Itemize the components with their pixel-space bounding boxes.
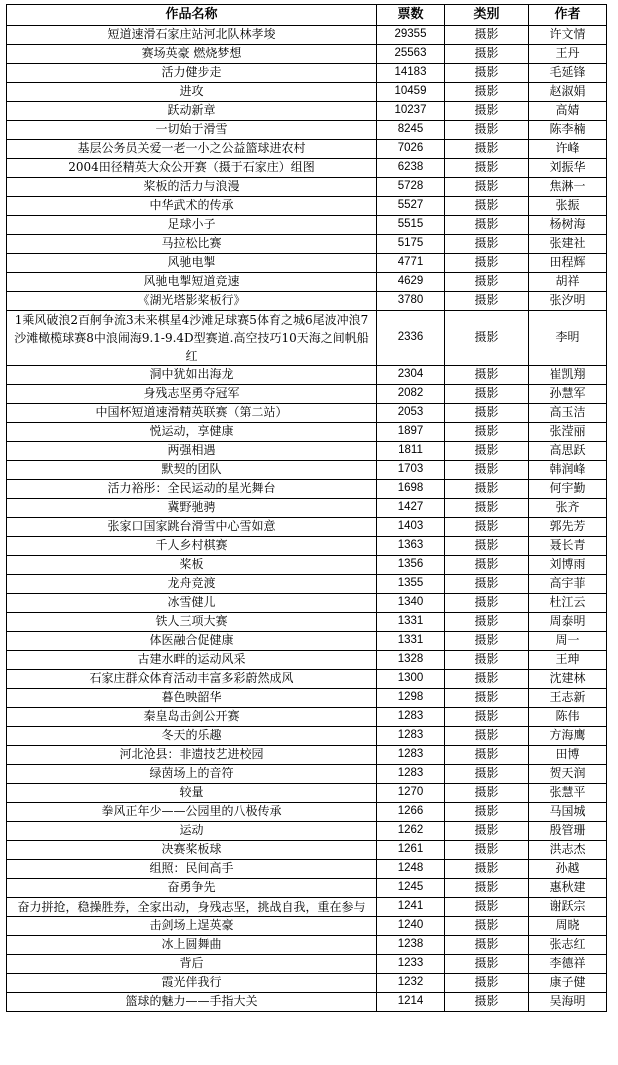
table-row [7, 178, 607, 197]
cell-author: 赵淑娟 [529, 83, 607, 102]
table-row [7, 841, 607, 860]
cell-title: 短道速滑石家庄站河北队林孝埈 [7, 26, 377, 45]
table-row [7, 879, 607, 898]
cell-votes: 1270 [377, 784, 445, 803]
cell-title: 千人乡村棋赛 [7, 537, 377, 556]
cell-category: 摄影 [445, 64, 529, 83]
cell-category: 摄影 [445, 765, 529, 784]
cell-votes: 1283 [377, 746, 445, 765]
cell-votes: 1248 [377, 860, 445, 879]
cell-votes: 1241 [377, 898, 445, 917]
cell-category: 摄影 [445, 480, 529, 499]
cell-author: 方海鹰 [529, 727, 607, 746]
cell-votes: 1703 [377, 461, 445, 480]
table-row [7, 594, 607, 613]
cell-votes: 10459 [377, 83, 445, 102]
cell-category: 摄影 [445, 159, 529, 178]
cell-category: 摄影 [445, 292, 529, 311]
cell-category: 摄影 [445, 936, 529, 955]
cell-title: 秦皇岛击剑公开赛 [7, 708, 377, 727]
cell-author: 杜江云 [529, 594, 607, 613]
cell-category: 摄影 [445, 423, 529, 442]
cell-category: 摄影 [445, 879, 529, 898]
cell-category: 摄影 [445, 632, 529, 651]
cell-votes: 25563 [377, 45, 445, 64]
cell-category: 摄影 [445, 803, 529, 822]
table-row [7, 140, 607, 159]
cell-votes: 1266 [377, 803, 445, 822]
cell-category: 摄影 [445, 404, 529, 423]
votes-table [6, 4, 607, 1012]
cell-title: 基层公务员关爱一老一小之公益篮球进农村 [7, 140, 377, 159]
cell-votes: 5527 [377, 197, 445, 216]
cell-title: 风驰电掣 [7, 254, 377, 273]
cell-category: 摄影 [445, 45, 529, 64]
cell-title: 河北沧县：非遗技艺进校园 [7, 746, 377, 765]
table-row [7, 83, 607, 102]
table-row [7, 556, 607, 575]
cell-author: 马国城 [529, 803, 607, 822]
cell-author: 张齐 [529, 499, 607, 518]
cell-title: 篮球的魅力——手指大关 [7, 993, 377, 1012]
cell-author: 张建社 [529, 235, 607, 254]
cell-category: 摄影 [445, 518, 529, 537]
cell-title: 悦运动，享健康 [7, 423, 377, 442]
cell-votes: 1298 [377, 689, 445, 708]
cell-title: 1乘风破浪2百舸争流3未来棋星4沙滩足球赛5体育之城6尾波冲浪7沙滩橄榄球赛8中浪闹海9.1-9.4D型赛道.高空技巧10天海之间帆船红 [7, 311, 377, 366]
table-row [7, 197, 607, 216]
table-row [7, 499, 607, 518]
table-row [7, 292, 607, 311]
cell-votes: 1240 [377, 917, 445, 936]
cell-author: 刘博雨 [529, 556, 607, 575]
cell-author: 周晓 [529, 917, 607, 936]
cell-category: 摄影 [445, 708, 529, 727]
cell-category: 摄影 [445, 689, 529, 708]
cell-votes: 2082 [377, 385, 445, 404]
cell-author: 吴海明 [529, 993, 607, 1012]
cell-title: 桨板的活力与浪漫 [7, 178, 377, 197]
cell-votes: 1233 [377, 955, 445, 974]
table-row [7, 273, 607, 292]
cell-votes: 1363 [377, 537, 445, 556]
cell-title: 龙舟竞渡 [7, 575, 377, 594]
cell-votes: 3780 [377, 292, 445, 311]
cell-votes: 1238 [377, 936, 445, 955]
cell-title: 奋勇争先 [7, 879, 377, 898]
cell-title: 《湖光塔影桨板行》 [7, 292, 377, 311]
cell-title: 霞光伴我行 [7, 974, 377, 993]
cell-category: 摄影 [445, 613, 529, 632]
table-row [7, 822, 607, 841]
cell-votes: 1245 [377, 879, 445, 898]
table-row [7, 651, 607, 670]
header-category: 类别 [445, 5, 529, 26]
cell-title: 进攻 [7, 83, 377, 102]
cell-votes: 1283 [377, 765, 445, 784]
cell-title: 一切始于滑雪 [7, 121, 377, 140]
cell-votes: 29355 [377, 26, 445, 45]
cell-title: 体医融合促健康 [7, 632, 377, 651]
cell-title: 两强相遇 [7, 442, 377, 461]
table-row [7, 670, 607, 689]
table-row [7, 404, 607, 423]
cell-category: 摄影 [445, 841, 529, 860]
cell-author: 高宇菲 [529, 575, 607, 594]
cell-votes: 5515 [377, 216, 445, 235]
cell-votes: 1232 [377, 974, 445, 993]
table-row [7, 689, 607, 708]
header-title: 作品名称 [7, 5, 377, 26]
cell-category: 摄影 [445, 499, 529, 518]
table-row [7, 102, 607, 121]
cell-author: 何宇勤 [529, 480, 607, 499]
cell-votes: 6238 [377, 159, 445, 178]
table-row [7, 727, 607, 746]
table-row [7, 423, 607, 442]
cell-category: 摄影 [445, 670, 529, 689]
cell-title: 运动 [7, 822, 377, 841]
table-row [7, 974, 607, 993]
cell-author: 谢跃宗 [529, 898, 607, 917]
table-row [7, 784, 607, 803]
cell-votes: 1811 [377, 442, 445, 461]
cell-category: 摄影 [445, 121, 529, 140]
cell-category: 摄影 [445, 955, 529, 974]
cell-author: 惠秋建 [529, 879, 607, 898]
cell-category: 摄影 [445, 575, 529, 594]
table-row [7, 26, 607, 45]
cell-author: 聂长青 [529, 537, 607, 556]
cell-votes: 7026 [377, 140, 445, 159]
cell-title: 赛场英豪 燃烧梦想 [7, 45, 377, 64]
cell-category: 摄影 [445, 216, 529, 235]
cell-author: 胡祥 [529, 273, 607, 292]
table-row [7, 385, 607, 404]
table-row [7, 613, 607, 632]
cell-votes: 1262 [377, 822, 445, 841]
cell-votes: 1698 [377, 480, 445, 499]
cell-author: 孙慧军 [529, 385, 607, 404]
cell-title: 冰雪健儿 [7, 594, 377, 613]
cell-category: 摄影 [445, 917, 529, 936]
cell-category: 摄影 [445, 537, 529, 556]
cell-category: 摄影 [445, 746, 529, 765]
cell-title: 风驰电掣短道竞速 [7, 273, 377, 292]
cell-category: 摄影 [445, 83, 529, 102]
cell-title: 暮色映韶华 [7, 689, 377, 708]
cell-title: 决赛桨板球 [7, 841, 377, 860]
table-row [7, 955, 607, 974]
table-row [7, 254, 607, 273]
cell-votes: 1331 [377, 613, 445, 632]
cell-author: 贺天润 [529, 765, 607, 784]
cell-author: 毛延锋 [529, 64, 607, 83]
cell-category: 摄影 [445, 254, 529, 273]
cell-title: 背后 [7, 955, 377, 974]
cell-title: 中华武术的传承 [7, 197, 377, 216]
cell-author: 崔凯翔 [529, 366, 607, 385]
cell-title: 身残志坚勇夺冠军 [7, 385, 377, 404]
cell-author: 田程辉 [529, 254, 607, 273]
cell-title: 跃动新章 [7, 102, 377, 121]
cell-title: 冀野驰骋 [7, 499, 377, 518]
cell-author: 陈李楠 [529, 121, 607, 140]
cell-author: 张慧平 [529, 784, 607, 803]
table-row [7, 537, 607, 556]
cell-votes: 1355 [377, 575, 445, 594]
cell-author: 高玉洁 [529, 404, 607, 423]
cell-category: 摄影 [445, 594, 529, 613]
cell-title: 冰上圆舞曲 [7, 936, 377, 955]
cell-title: 较量 [7, 784, 377, 803]
table-header-row [7, 5, 607, 26]
cell-title: 击剑场上逞英豪 [7, 917, 377, 936]
table-row [7, 765, 607, 784]
cell-author: 王珅 [529, 651, 607, 670]
cell-category: 摄影 [445, 273, 529, 292]
cell-category: 摄影 [445, 556, 529, 575]
cell-votes: 2336 [377, 311, 445, 366]
cell-votes: 5728 [377, 178, 445, 197]
table-row [7, 64, 607, 83]
table-row [7, 216, 607, 235]
cell-author: 康子健 [529, 974, 607, 993]
cell-votes: 1300 [377, 670, 445, 689]
cell-title: 足球小子 [7, 216, 377, 235]
cell-votes: 2304 [377, 366, 445, 385]
cell-votes: 5175 [377, 235, 445, 254]
cell-author: 高婧 [529, 102, 607, 121]
table-row [7, 632, 607, 651]
cell-votes: 1356 [377, 556, 445, 575]
table-row [7, 311, 607, 366]
cell-author: 李德祥 [529, 955, 607, 974]
cell-title: 活力裕彤：全民运动的星光舞台 [7, 480, 377, 499]
cell-category: 摄影 [445, 442, 529, 461]
cell-votes: 1340 [377, 594, 445, 613]
cell-votes: 4629 [377, 273, 445, 292]
cell-category: 摄影 [445, 140, 529, 159]
cell-category: 摄影 [445, 235, 529, 254]
cell-votes: 1214 [377, 993, 445, 1012]
cell-votes: 14183 [377, 64, 445, 83]
table-row [7, 936, 607, 955]
cell-title: 冬天的乐趣 [7, 727, 377, 746]
cell-author: 王志新 [529, 689, 607, 708]
cell-votes: 4771 [377, 254, 445, 273]
cell-author: 许文情 [529, 26, 607, 45]
table-row [7, 575, 607, 594]
cell-author: 郭先芳 [529, 518, 607, 537]
cell-author: 沈建林 [529, 670, 607, 689]
cell-title: 绿茵场上的音符 [7, 765, 377, 784]
cell-title: 奋力拼抢，稳操胜券，全家出动，身残志坚，挑战自我，重在参与 [7, 898, 377, 917]
cell-author: 杨树海 [529, 216, 607, 235]
table-row [7, 121, 607, 140]
table-row [7, 803, 607, 822]
cell-category: 摄影 [445, 178, 529, 197]
cell-author: 高思跃 [529, 442, 607, 461]
cell-category: 摄影 [445, 898, 529, 917]
cell-title: 古建水畔的运动风采 [7, 651, 377, 670]
cell-title: 活力健步走 [7, 64, 377, 83]
table-row [7, 746, 607, 765]
header-votes: 票数 [377, 5, 445, 26]
cell-author: 殷管珊 [529, 822, 607, 841]
cell-votes: 2053 [377, 404, 445, 423]
cell-author: 韩润峰 [529, 461, 607, 480]
table-row [7, 442, 607, 461]
cell-author: 许峰 [529, 140, 607, 159]
cell-category: 摄影 [445, 385, 529, 404]
table-row [7, 708, 607, 727]
cell-author: 周泰明 [529, 613, 607, 632]
cell-author: 李明 [529, 311, 607, 366]
table-row [7, 917, 607, 936]
table-row [7, 860, 607, 879]
cell-title: 铁人三项大赛 [7, 613, 377, 632]
cell-author: 张汐明 [529, 292, 607, 311]
cell-author: 张滢丽 [529, 423, 607, 442]
cell-category: 摄影 [445, 651, 529, 670]
cell-votes: 1427 [377, 499, 445, 518]
cell-votes: 8245 [377, 121, 445, 140]
cell-author: 王丹 [529, 45, 607, 64]
cell-category: 摄影 [445, 26, 529, 45]
cell-author: 周一 [529, 632, 607, 651]
cell-votes: 1403 [377, 518, 445, 537]
table-row [7, 45, 607, 64]
cell-author: 陈伟 [529, 708, 607, 727]
cell-votes: 1328 [377, 651, 445, 670]
cell-votes: 1331 [377, 632, 445, 651]
cell-votes: 10237 [377, 102, 445, 121]
table-row [7, 480, 607, 499]
cell-category: 摄影 [445, 784, 529, 803]
cell-title: 石家庄群众体育活动丰富多彩蔚然成风 [7, 670, 377, 689]
cell-votes: 1261 [377, 841, 445, 860]
header-author: 作者 [529, 5, 607, 26]
cell-title: 拳风正年少——公园里的八极传承 [7, 803, 377, 822]
table-row [7, 518, 607, 537]
cell-author: 焦淋一 [529, 178, 607, 197]
cell-title: 中国杯短道速滑精英联赛（第二站） [7, 404, 377, 423]
cell-title: 桨板 [7, 556, 377, 575]
table-row [7, 159, 607, 178]
cell-category: 摄影 [445, 974, 529, 993]
cell-category: 摄影 [445, 102, 529, 121]
cell-author: 洪志杰 [529, 841, 607, 860]
cell-author: 张志红 [529, 936, 607, 955]
cell-author: 张振 [529, 197, 607, 216]
table-row [7, 993, 607, 1012]
cell-votes: 1283 [377, 708, 445, 727]
cell-category: 摄影 [445, 366, 529, 385]
table-row [7, 235, 607, 254]
cell-category: 摄影 [445, 197, 529, 216]
cell-category: 摄影 [445, 822, 529, 841]
cell-category: 摄影 [445, 727, 529, 746]
cell-author: 刘振华 [529, 159, 607, 178]
cell-title: 张家口国家跳台滑雪中心雪如意 [7, 518, 377, 537]
table-row [7, 898, 607, 917]
cell-category: 摄影 [445, 311, 529, 366]
table-row [7, 366, 607, 385]
cell-category: 摄影 [445, 993, 529, 1012]
cell-title: 马拉松比赛 [7, 235, 377, 254]
cell-title: 默契的团队 [7, 461, 377, 480]
cell-votes: 1897 [377, 423, 445, 442]
cell-category: 摄影 [445, 860, 529, 879]
cell-title: 洞中犹如出海龙 [7, 366, 377, 385]
cell-title: 组照：民间高手 [7, 860, 377, 879]
cell-author: 田博 [529, 746, 607, 765]
cell-category: 摄影 [445, 461, 529, 480]
cell-author: 孙越 [529, 860, 607, 879]
cell-votes: 1283 [377, 727, 445, 746]
table-row [7, 461, 607, 480]
cell-title: 2004田径精英大众公开赛（摄于石家庄）组图 [7, 159, 377, 178]
